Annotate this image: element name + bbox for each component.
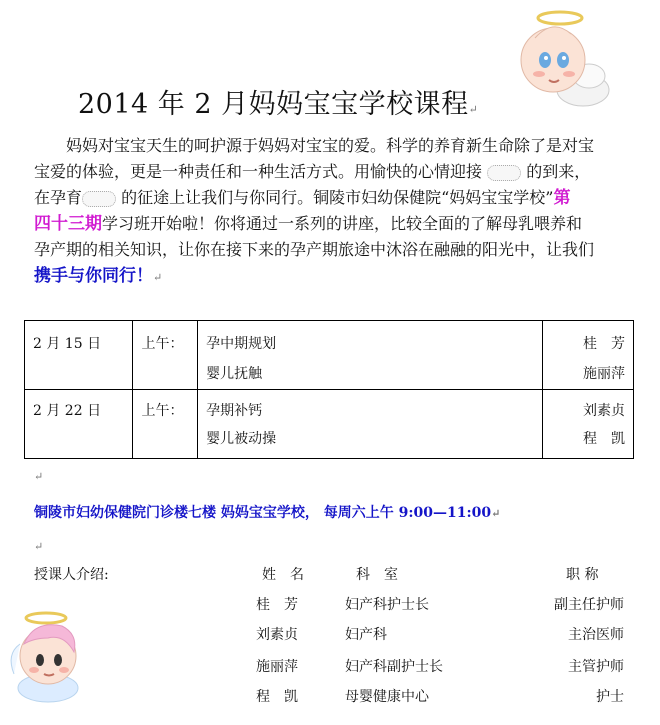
faculty-name: 施丽萍 (256, 659, 298, 675)
faculty-dept: 妇产科 (345, 627, 387, 643)
faculty-dept: 妇产科护士长 (345, 597, 429, 613)
teacher-cell: 刘素贞 (583, 403, 625, 419)
column-header-title: 职 称 (566, 567, 599, 583)
table-row (25, 321, 634, 390)
column-header-dept: 科 室 (356, 567, 398, 583)
faculty-name: 程 凯 (256, 689, 298, 705)
location-info: 铜陵市妇幼保健院门诊楼七楼 妈妈宝宝学校， 每周六上午 9:00—11:00↵ (34, 505, 501, 521)
faculty-dept: 母婴健康中心 (345, 689, 429, 705)
faculty-heading: 授课人介绍: (34, 567, 109, 583)
teacher-cell: 桂 芳 (583, 336, 625, 352)
faculty-title: 主管护师 (568, 659, 624, 675)
date-cell: 2 月 22 日 (33, 403, 102, 419)
topic-cell: 孕期补钙 (206, 403, 263, 419)
closing-slogan: 携手与你同行！ (34, 266, 153, 286)
faculty-dept: 妇产科副护士长 (345, 659, 443, 675)
teacher-cell: 程 凯 (583, 431, 625, 447)
faculty-name: 桂 芳 (256, 597, 298, 613)
faculty-title: 副主任护师 (554, 597, 624, 613)
teacher-cell: 施丽萍 (583, 366, 625, 382)
table-row (25, 390, 634, 459)
intro-paragraph: 妈妈对宝宝天生的呵护源于妈妈对宝宝的爱。科学的养育新生命除了是对宝 宝爱的体验，更是一种责任和一种生活方式。用愉快的心情迎接 的到来， 在孕育 的征途上让我们与你同行。铜陵市妇幼保健院“妈妈宝宝学校”第 四十三期学习班开始啦！你将通过一系列的讲座，比较全面的了解母乳喂养和 孕产期的相关知识，让你在接下来的孕产期旅途中沐浴在融融的阳光中，让我们 携手与你同行！↵ (34, 136, 595, 286)
topic-cell: 婴儿被动操 (206, 431, 277, 447)
session-cell: 上午： (141, 336, 184, 352)
paragraph-mark: ↵ (34, 540, 44, 553)
column-header-name: 姓 名 (262, 567, 304, 583)
blank-placeholder (82, 191, 116, 207)
blank-placeholder (487, 165, 521, 181)
paragraph-mark: ↵ (34, 470, 44, 483)
faculty-name: 刘素贞 (256, 627, 298, 643)
angel-baby-top-illustration (505, 4, 615, 114)
issue-highlight: 第 (553, 188, 571, 208)
faculty-title: 护士 (596, 689, 624, 705)
date-cell: 2 月 15 日 (33, 336, 102, 352)
issue-highlight: 四十三期 (34, 214, 102, 234)
page-title: 2014 年 2 月妈妈宝宝学校课程↵ (78, 89, 479, 120)
session-cell: 上午： (141, 403, 184, 419)
angel-baby-bottom-illustration (4, 604, 94, 704)
topic-cell: 婴儿抚触 (206, 366, 263, 382)
schedule-table (24, 320, 634, 459)
topic-cell: 孕中期规划 (206, 336, 277, 352)
faculty-title: 主治医师 (568, 627, 624, 643)
